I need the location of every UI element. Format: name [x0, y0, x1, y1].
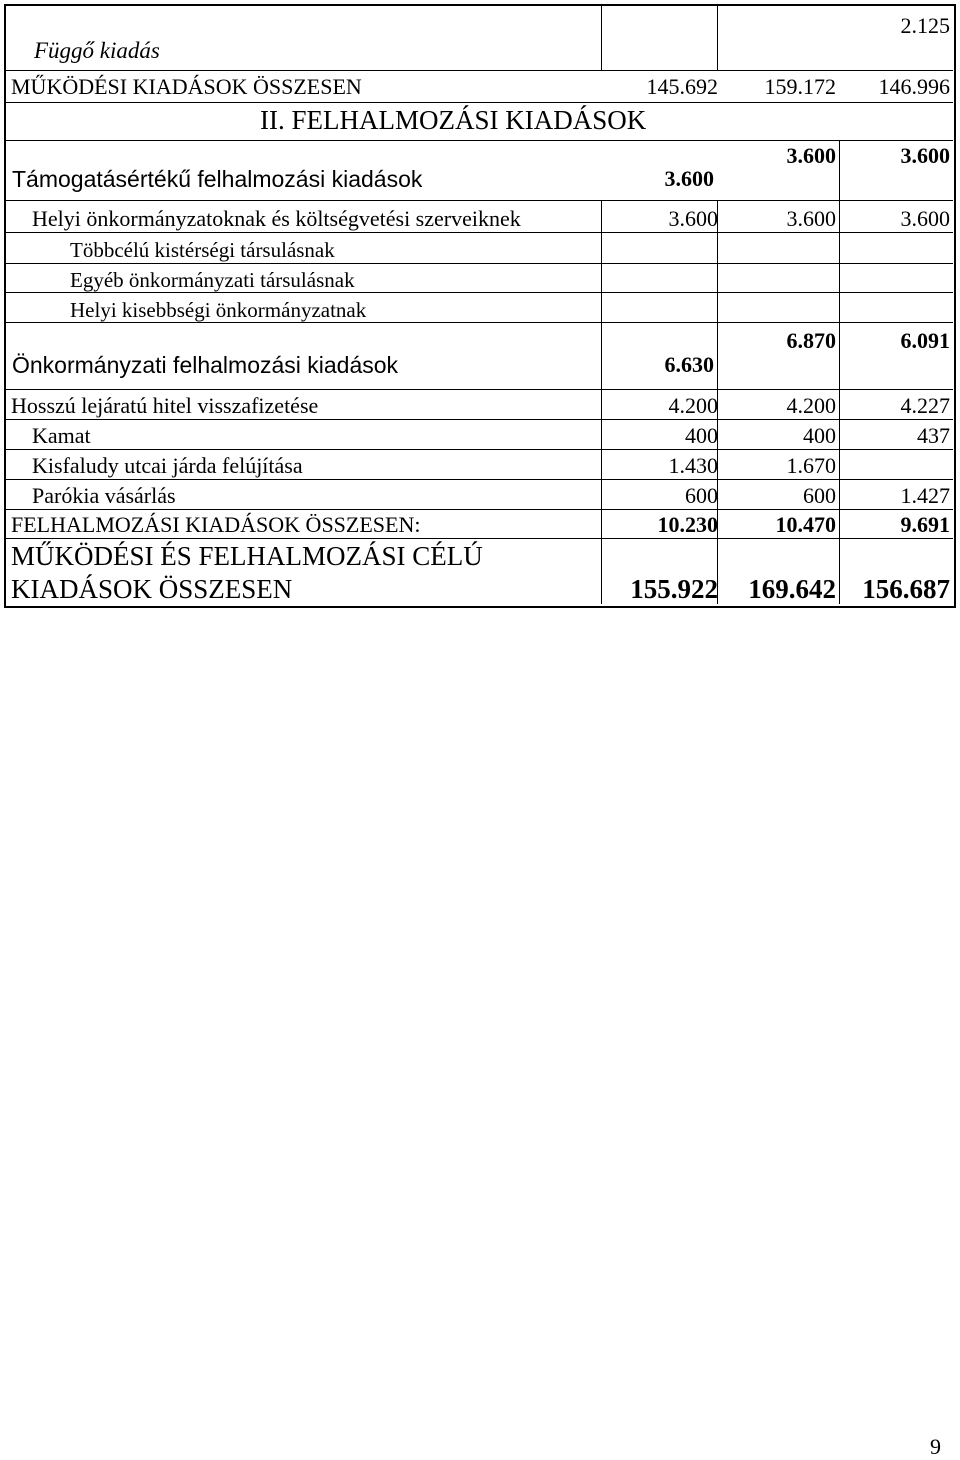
row-value-1: 3.600	[664, 166, 714, 191]
row-divider	[6, 449, 953, 450]
row-value-3: 3.600	[900, 206, 950, 231]
row-label: Önkormányzati felhalmozási kiadások	[12, 352, 399, 378]
row-value-2: 4.200	[786, 393, 836, 418]
row-label: Kisfaludy utcai járda felújítása	[32, 453, 303, 478]
row-label: MŰKÖDÉSI KIADÁSOK ÖSSZESEN	[11, 74, 362, 99]
row-label: Helyi önkormányzatoknak és költségvetési szerveiknek	[32, 206, 521, 231]
row-value-2: 1.670	[786, 453, 836, 478]
row-divider	[6, 389, 953, 390]
row-value-2: 3.600	[786, 206, 836, 231]
row-value-2: 6.870	[786, 328, 836, 353]
row-value-1: 155.922	[630, 574, 718, 604]
row-value-3: 146.996	[878, 74, 950, 99]
column-divider	[601, 6, 602, 70]
row-label: Hosszú lejáratú hitel visszafizetése	[11, 393, 319, 418]
row-divider	[6, 292, 953, 293]
row-label: Támogatásértékű felhalmozási kiadások	[12, 166, 423, 192]
row-value-1: 10.230	[657, 512, 718, 537]
row-value-3: 2.125	[900, 13, 950, 38]
row-value-3: 9.691	[900, 512, 950, 537]
row-value-2: 159.172	[764, 74, 836, 99]
row-divider	[6, 232, 953, 233]
row-value-2: 600	[803, 483, 836, 508]
row-value-3: 6.091	[900, 328, 950, 353]
row-divider	[6, 102, 953, 103]
row-divider	[6, 509, 953, 510]
row-value-1: 400	[685, 423, 718, 448]
row-value-2: 169.642	[748, 574, 836, 604]
row-value-2: 3.600	[786, 143, 836, 168]
page-number: 9	[930, 1434, 941, 1459]
column-divider	[717, 6, 718, 70]
row-value-1: 4.200	[668, 393, 718, 418]
row-divider	[6, 538, 953, 539]
row-label: Egyéb önkormányzati társulásnak	[70, 268, 355, 292]
budget-table	[4, 4, 956, 608]
row-value-2: 400	[803, 423, 836, 448]
row-label: Parókia vásárlás	[32, 483, 176, 508]
row-label: Többcélú kistérségi társulásnak	[70, 238, 335, 262]
row-label: FELHALMOZÁSI KIADÁSOK ÖSSZESEN:	[11, 512, 421, 537]
row-label: Helyi kisebbségi önkormányzatnak	[70, 298, 367, 322]
row-divider	[6, 140, 953, 141]
row-divider	[6, 322, 953, 323]
row-divider	[6, 479, 953, 480]
row-value-2: 10.470	[775, 512, 836, 537]
row-label: Függő kiadás	[34, 38, 160, 63]
section-heading: II. FELHALMOZÁSI KIADÁSOK	[260, 105, 647, 135]
column-divider	[601, 200, 602, 604]
row-value-3: 1.427	[900, 483, 950, 508]
row-value-1: 600	[685, 483, 718, 508]
row-value-3: 3.600	[900, 143, 950, 168]
grand-total-label-line2: KIADÁSOK ÖSSZESEN	[11, 574, 293, 604]
row-value-3: 437	[917, 423, 950, 448]
row-value-3: 4.227	[900, 393, 950, 418]
row-divider	[6, 263, 953, 264]
row-value-1: 3.600	[668, 206, 718, 231]
row-divider	[6, 200, 953, 201]
row-value-1: 6.630	[664, 352, 714, 377]
column-divider	[839, 140, 840, 200]
row-divider	[6, 70, 953, 71]
column-divider	[839, 200, 840, 604]
grand-total-label-line1: MŰKÖDÉSI ÉS FELHALMOZÁSI CÉLÚ	[11, 541, 483, 571]
row-value-3: 156.687	[862, 574, 950, 604]
row-value-1: 145.692	[646, 74, 718, 99]
row-value-1: 1.430	[668, 453, 718, 478]
row-label: Kamat	[32, 423, 91, 448]
row-divider	[6, 419, 953, 420]
